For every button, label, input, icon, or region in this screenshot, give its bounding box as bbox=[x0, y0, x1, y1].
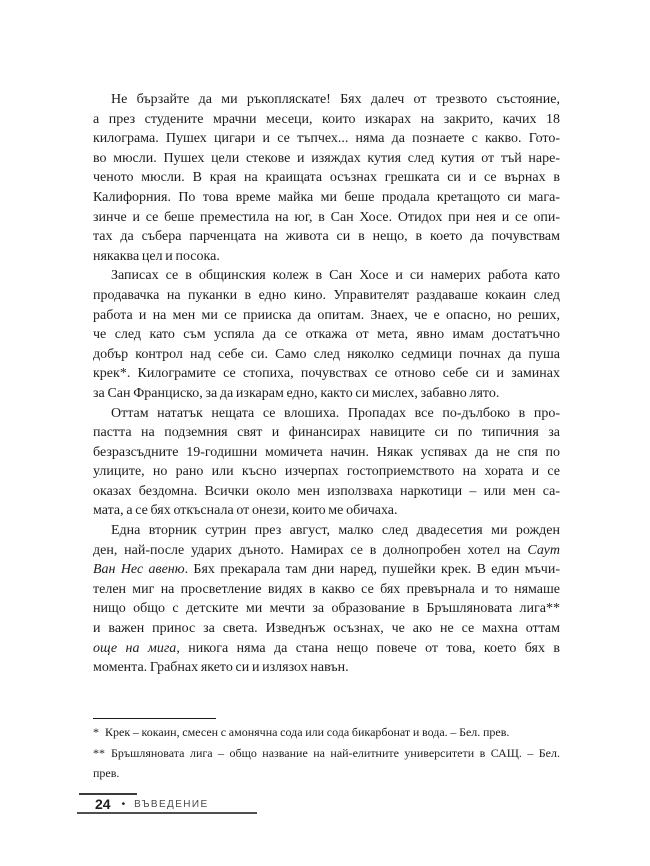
italic-phrase: още на мига bbox=[93, 640, 177, 656]
text-segment: Записах се в общинския колеж в Сан Хосе и си намерих работа като bbox=[111, 268, 560, 284]
text-line bbox=[93, 384, 560, 404]
footer-rule-top bbox=[79, 793, 137, 795]
text-line bbox=[93, 266, 560, 286]
text-segment: ** Бръшляновата лига – общо название на най-елитните университети в САЩ. – Бел. bbox=[93, 745, 560, 760]
text-segment: крек*. Килограмите се стопиха, почувствах се отново себе си и заминах bbox=[93, 366, 560, 382]
text-segment: момента. Грабнах якето си и излязох навън. bbox=[93, 660, 349, 676]
text-line bbox=[93, 129, 560, 149]
footnote bbox=[93, 722, 560, 743]
text-segment: тах да събера парченцата на живота си в нещо, в което да почувствам bbox=[93, 229, 560, 245]
text-line bbox=[93, 580, 560, 600]
text-segment: работа и на мен ми се прииска да опитам. Знаех, че е опасно, но реших, bbox=[93, 307, 560, 323]
text-line bbox=[93, 722, 560, 743]
page-footer bbox=[95, 796, 209, 812]
text-line bbox=[93, 110, 560, 130]
text-segment: и важен принос за света. Изведнъж осъзнах, че ако не се махна оттам bbox=[93, 621, 560, 637]
text-segment: . Бях прекарала там дни наред, пушейки крек. В един мъчи- bbox=[184, 562, 561, 578]
italic-phrase: Ван Нес авеню bbox=[93, 562, 185, 578]
text-line bbox=[93, 345, 560, 365]
paragraph bbox=[93, 404, 560, 522]
text-line bbox=[93, 619, 560, 639]
text-line bbox=[93, 462, 560, 482]
text-line bbox=[93, 364, 560, 384]
text-segment: , никога няма да стана нещо повече от това, което бях в bbox=[176, 640, 560, 656]
paragraph bbox=[93, 521, 560, 678]
text-line bbox=[93, 541, 560, 561]
footnote bbox=[93, 743, 560, 784]
text-line bbox=[93, 599, 560, 619]
text-segment: някаква цел и посока. bbox=[93, 248, 220, 264]
text-segment: Не бързайте да ми ръкопляскате! Бях далеч от трезвото състояние, bbox=[111, 92, 560, 107]
text-line bbox=[93, 443, 560, 463]
text-segment: безразсъдните 19-годишни момичета начин. Някак успявах да не спя по bbox=[93, 444, 560, 460]
text-segment: ден, най-после ударих дъното. Намирах се в долнопробен хотел на bbox=[93, 542, 528, 558]
text-segment: а през студените мрачни месеци, които изкарах на закрито, качих 18 bbox=[93, 111, 560, 127]
footnote-divider bbox=[93, 718, 216, 719]
text-segment: за Сан Франциско, за да изкарам едно, както си мислех, забавно лято. bbox=[93, 385, 500, 401]
text-segment: во мюсли. Пушех цели стекове и изяждах кутия след кутия от тъй наре- bbox=[93, 150, 560, 166]
text-line bbox=[93, 149, 560, 169]
text-segment: прев. bbox=[93, 766, 120, 780]
text-segment: ченото мюсли. В края на краищата осъзнах грешката си и се върнах в bbox=[93, 170, 560, 186]
text-line bbox=[93, 658, 560, 678]
text-segment: мата, а се бях откъснала от онези, които ме обичаха. bbox=[93, 503, 398, 519]
text-line bbox=[93, 521, 560, 541]
text-segment: Една вторник сутрин през август, малко след двадесетия ми рожден bbox=[111, 523, 560, 539]
text-line bbox=[93, 208, 560, 228]
text-segment: килограма. Пушех цигари и се тъпчех... няма да познаете с какво. Гото- bbox=[93, 131, 560, 147]
text-segment: добър контрол над себе си. Само след няколко седмици почнах да пуша bbox=[93, 346, 560, 362]
text-segment: улиците, но рано или късно изчерпах гостоприемството на хората и се bbox=[93, 464, 560, 480]
text-segment: телен миг на просветление видях в какво се бях превърнала и то нямаше bbox=[93, 581, 560, 597]
text-segment: Оттам нататък нещата се влошиха. Пропадах все по-дълбоко в про- bbox=[111, 405, 560, 421]
italic-phrase: Саут bbox=[527, 542, 560, 558]
text-segment: оказах бездомна. Всички около мен използваха наркотици – или мен са- bbox=[93, 483, 560, 499]
text-line bbox=[93, 325, 560, 345]
text-segment: нищо общо с детските ми мечти за образование в Бръшляновата лига** bbox=[93, 601, 560, 617]
text-segment: зинче и се беше преместила на юг, в Сан Хосе. Отидох при нея и се опи- bbox=[93, 209, 560, 225]
text-segment: продавачка на пуканки в едно кино. Управителят раздаваше кокаин след bbox=[93, 287, 560, 303]
footer-section-label: ВЪВЕДЕНИЕ bbox=[134, 798, 209, 810]
text-line bbox=[93, 639, 560, 659]
footnotes bbox=[93, 722, 560, 784]
footer-rule-bottom bbox=[77, 812, 257, 814]
text-segment: * Крек – кокаин, смесен с амонячна сода или сода бикарбонат и вода. – Бел. прев. bbox=[93, 725, 510, 739]
text-line bbox=[93, 763, 560, 784]
text-line bbox=[93, 286, 560, 306]
text-line bbox=[93, 743, 560, 764]
text-line bbox=[93, 168, 560, 188]
text-line bbox=[93, 560, 560, 580]
text-line bbox=[93, 423, 560, 443]
text-line bbox=[93, 247, 560, 267]
footer-bullet: • bbox=[121, 798, 126, 810]
text-segment: Калифорния. По това време майка ми беше продала кретащото си мага- bbox=[93, 189, 560, 205]
text-line bbox=[93, 306, 560, 326]
text-segment: пастта на подземния свят и финансирах навиците си по типичния за bbox=[93, 425, 560, 441]
text-line bbox=[93, 482, 560, 502]
text-line bbox=[93, 404, 560, 424]
text-line bbox=[93, 501, 560, 521]
text-line bbox=[93, 90, 560, 110]
paragraph bbox=[93, 90, 560, 266]
text-line bbox=[93, 188, 560, 208]
paragraph bbox=[93, 266, 560, 403]
text-segment: че след като съм успяла да се откажа от мета, явно имам достатъчно bbox=[93, 327, 560, 343]
body-text bbox=[93, 90, 560, 678]
page-number: 24 bbox=[95, 796, 111, 812]
text-line bbox=[93, 227, 560, 247]
